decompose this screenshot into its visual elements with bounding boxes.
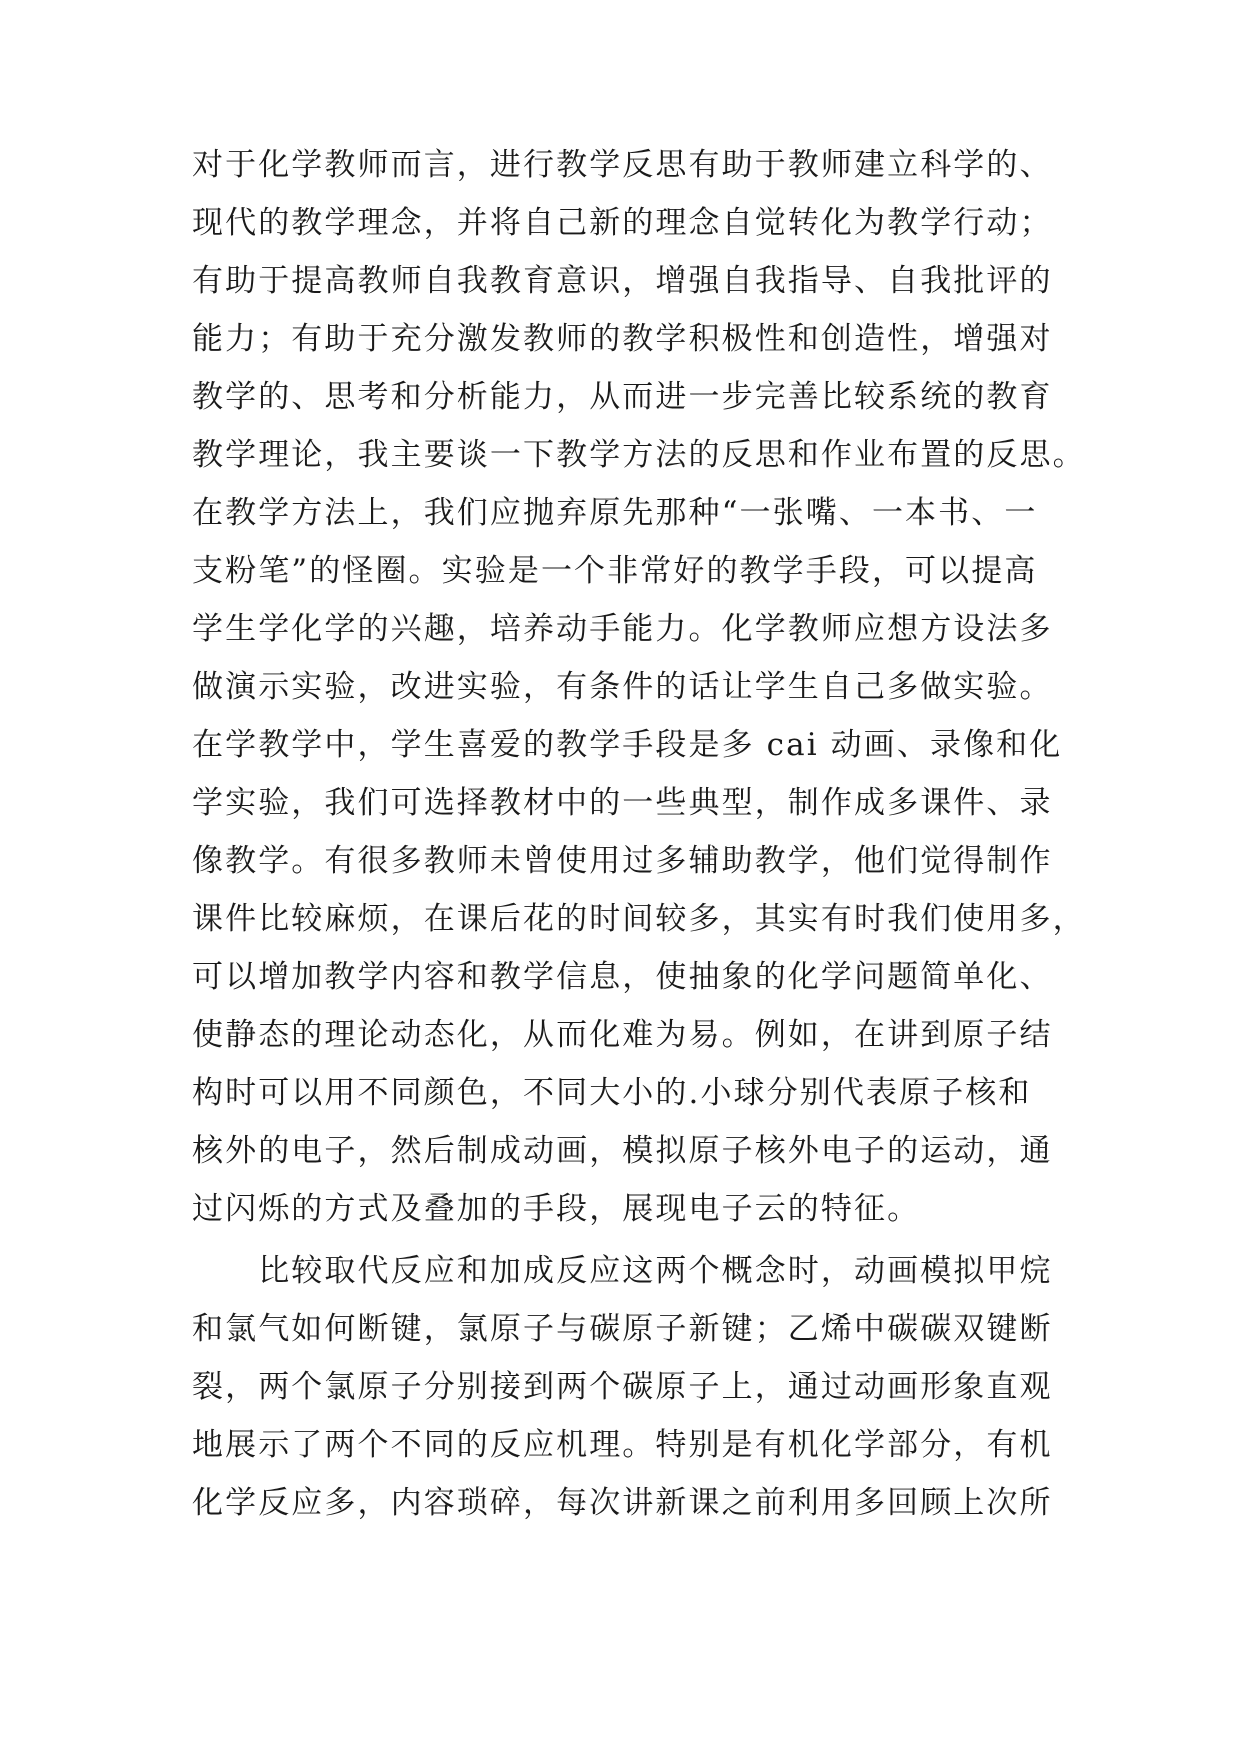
text-line: 化学反应多，内容琐碎，每次讲新课之前利用多回顾上次所 <box>192 1485 1053 1521</box>
text-line: 过闪烁的方式及叠加的手段，展现电子云的特征。 <box>192 1191 921 1227</box>
text-line: 现代的教学理念，并将自己新的理念自觉转化为教学行动； <box>192 205 1053 241</box>
text-line: 支粉笔”的怪圈。实验是一个非常好的教学手段，可以提高 <box>192 553 1038 589</box>
text-line: 在学教学中，学生喜爱的教学手段是多 cai 动画、录像和化 <box>192 727 1063 763</box>
text-line: 比较取代反应和加成反应这两个概念时，动画模拟甲烷 <box>192 1253 1053 1289</box>
text-line: 核外的电子，然后制成动画，模拟原子核外电子的运动，通 <box>192 1133 1053 1169</box>
text-line: 课件比较麻烦，在课后花的时间较多，其实有时我们使用多， <box>192 901 1086 937</box>
text-line: 能力；有助于充分激发教师的教学积极性和创造性，增强对 <box>192 321 1053 357</box>
text-line: 构时可以用不同颜色，不同大小的.小球分别代表原子核和 <box>192 1075 1032 1111</box>
text-line: 学实验，我们可选择教材中的一些典型，制作成多课件、录 <box>192 785 1053 821</box>
text-line: 在教学方法上，我们应抛弃原先那种“一张嘴、一本书、一 <box>192 495 1038 531</box>
text-line: 有助于提高教师自我教育意识，增强自我指导、自我批评的 <box>192 263 1053 299</box>
text-line: 可以增加教学内容和教学信息，使抽象的化学问题简单化、 <box>192 959 1053 995</box>
text-line: 教学的、思考和分析能力，从而进一步完善比较系统的教育 <box>192 379 1053 415</box>
text-line: 教学理论，我主要谈一下教学方法的反思和作业布置的反思。 <box>192 437 1086 473</box>
text-line: 使静态的理论动态化，从而化难为易。例如，在讲到原子结 <box>192 1017 1053 1053</box>
text-line: 地展示了两个不同的反应机理。特别是有机化学部分，有机 <box>192 1427 1053 1463</box>
text-line: 做演示实验，改进实验，有条件的话让学生自己多做实验。 <box>192 669 1053 705</box>
text-line: 学生学化学的兴趣，培养动手能力。化学教师应想方设法多 <box>192 611 1053 647</box>
text-line: 对于化学教师而言，进行教学反思有助于教师建立科学的、 <box>192 147 1053 183</box>
text-line: 像教学。有很多教师未曾使用过多辅助教学，他们觉得制作 <box>192 843 1053 879</box>
text-line: 裂，两个氯原子分别接到两个碳原子上，通过动画形象直观 <box>192 1369 1053 1405</box>
text-line: 和氯气如何断键，氯原子与碳原子新键；乙烯中碳碳双键断 <box>192 1311 1053 1347</box>
